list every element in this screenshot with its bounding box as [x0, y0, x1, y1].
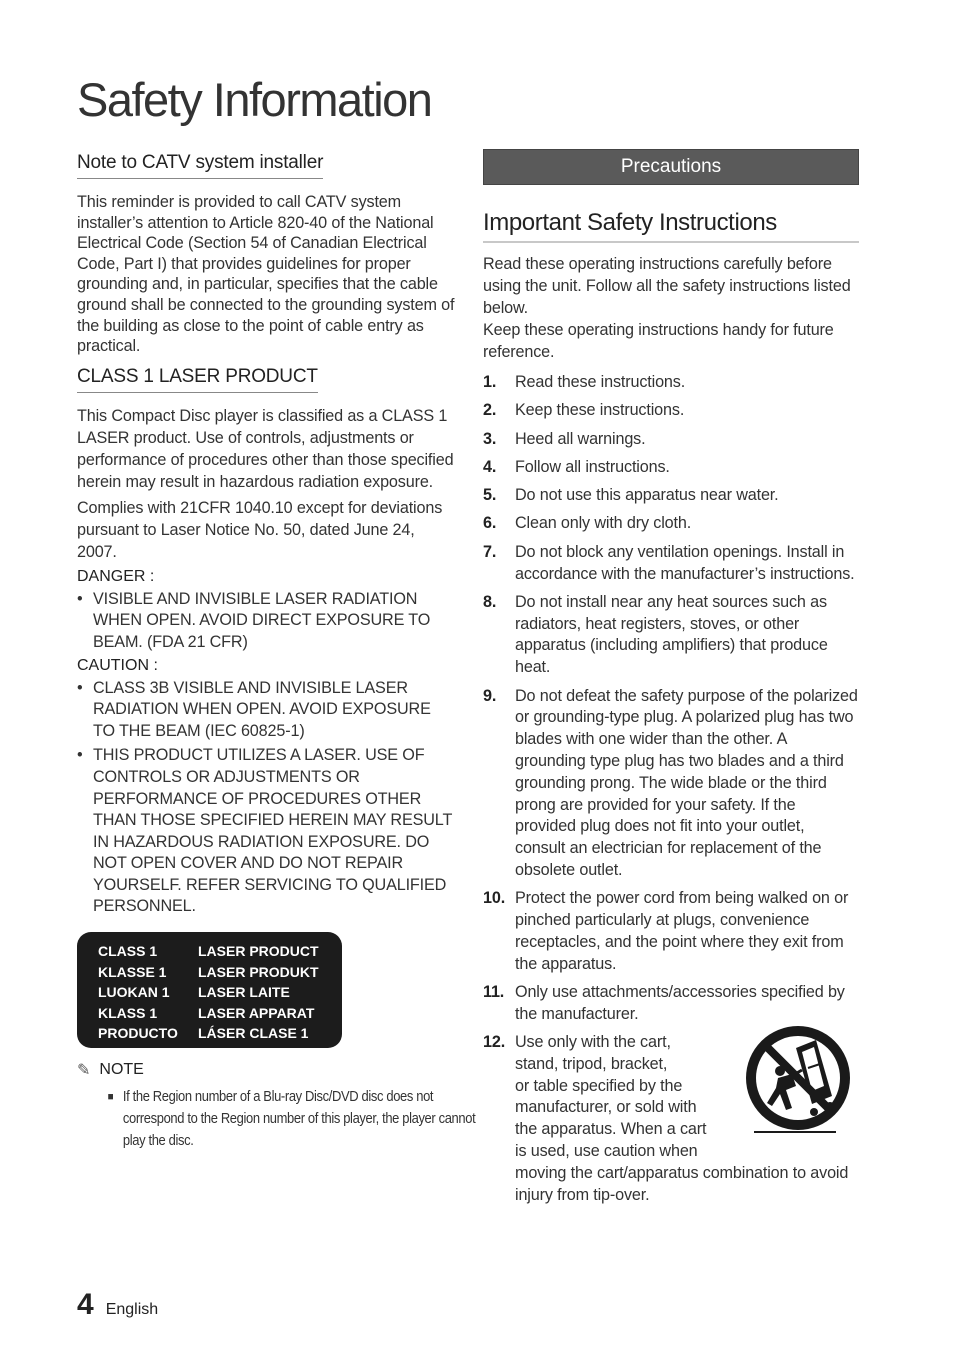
list-item: 5. Do not use this apparatus near water. — [483, 486, 779, 505]
bullet-icon: • — [77, 678, 83, 697]
item12-line: Use only with the cart, — [515, 1033, 671, 1052]
laser-heading: CLASS 1 LASER PRODUCT — [77, 366, 318, 393]
list-item: 9. Do not defeat the safety purpose of the polarized or grounding-type plug. A polarized plug has two blades with one wider than the other. A grounding type plug has two blades and a third grounding prong. The wide blade or the third prong are provided for your safety. If the provided plug does not fit into your outlet, consult an electrician for replacement of the obsolete outlet. — [483, 686, 858, 879]
caution-list — [77, 678, 455, 919]
instruction-list — [483, 372, 859, 1206]
list-item: 7. Do not block any ventilation openings. Install in accordance with the manufacturer’s instructions. — [483, 542, 855, 583]
danger-label: DANGER : — [77, 567, 155, 585]
list-item: 8. Do not install near any heat sources such as radiators, heat registers, stoves, or other apparatus (including amplifiers) that produce heat. — [483, 592, 828, 677]
precautions-banner: Precautions — [483, 149, 859, 185]
catv-section — [77, 152, 455, 357]
danger-list — [77, 589, 455, 654]
item12-line: the apparatus. When a cart — [515, 1120, 707, 1139]
laser-label-row: LUOKAN 1 LASER LAITE — [98, 984, 290, 1001]
catv-heading: Note to CATV system installer — [77, 152, 323, 179]
list-item: 1. Read these instructions. — [483, 373, 686, 391]
laser-label-row: PRODUCTO LÁSER CLASE 1 — [98, 1025, 309, 1042]
item12-tail: moving the cart/apparatus combination to avoid injury from tip-over. — [515, 1163, 849, 1204]
list-item: 4. Follow all instructions. — [483, 457, 670, 476]
right-column — [483, 149, 859, 1206]
pencil-icon: ✎ — [77, 1062, 91, 1080]
note-item: ■ If the Region number of a Blu-ray Disc/DVD disc does not correspond to the Region number of this player, the player cannot play the disc. — [77, 1086, 483, 1152]
square-bullet-icon: ■ — [107, 1091, 114, 1104]
caution-label: CAUTION : — [77, 656, 158, 674]
laser-label-row: CLASS 1 LASER PRODUCT — [98, 943, 319, 960]
left-column — [77, 152, 476, 1152]
catv-body: This reminder is provided to call CATV system installer’s attention to Article 820-40 of the National Electrical Code (Section 54 of Canadian Electrical Code, Part I) that provides guidelines for proper grounding and, in particular, specifies that the cable ground shall be connected to the grounding system of the building as close to the point of cable entry as practical. — [77, 193, 455, 356]
bullet-icon: • — [77, 589, 83, 608]
item12-line: manufacturer, or sold with — [515, 1098, 697, 1117]
danger-item: • VISIBLE AND INVISIBLE LASER RADIATION WHEN OPEN. AVOID DIRECT EXPOSURE TO BEAM. (FDA 21 CFR) — [77, 589, 431, 651]
laser-label-row: KLASS 1 LASER APPARAT — [98, 1004, 315, 1021]
intro-paragraph-1: Read these operating instructions carefully before using the unit. Follow all the safety instructions listed below. — [483, 255, 851, 317]
laser-label-row: KLASSE 1 LASER PRODUKT — [98, 963, 319, 980]
laser-body-2: Complies with 21CFR 1040.10 except for deviations pursuant to Laser Notice No. 50, dated June 24, 2007. — [77, 498, 443, 561]
footer-language: English — [105, 1301, 159, 1318]
caution-item: • THIS PRODUCT UTILIZES A LASER. USE OF CONTROLS OR ADJUSTMENTS OR PERFORMANCE OF PROCEDURES OTHER THAN THOSE SPECIFIED HEREIN MAY RESULT IN HAZARDOUS RADIATION EXPOSURE. DO NOT OPEN COVER AND DO NOT REPAIR YOURSELF. REFER SERVICING TO QUALIFIED PERSONNEL. — [77, 746, 452, 916]
page-number: 4 — [77, 1288, 94, 1321]
note-label: NOTE — [99, 1061, 144, 1079]
list-item: 12. Use only with the cart, stand, tripod, bracket, or table specified by the manufacturer, or sold with the apparatus. When a cart is used, use caution when moving the cart/apparatus combination to avoid injury from tip-over. — [483, 1032, 859, 1206]
list-item: 3. Heed all warnings. — [483, 429, 646, 448]
list-item: 2. Keep these instructions. — [483, 401, 685, 420]
caution-item: • CLASS 3B VISIBLE AND INVISIBLE LASER RADIATION WHEN OPEN. AVOID EXPOSURE TO THE BEAM (IEC 60825-1) — [77, 678, 431, 740]
page-title: Safety Information — [77, 73, 432, 126]
item12-line: or table specified by the — [515, 1076, 683, 1095]
page-footer — [77, 1288, 158, 1322]
laser-section — [77, 365, 476, 1152]
laser-class-label — [77, 932, 342, 1048]
bullet-icon: • — [77, 746, 83, 765]
note-header — [77, 1060, 455, 1080]
cart-tip-over-warning-icon — [740, 1026, 856, 1138]
list-item: 11. Only use attachments/accessories specified by the manufacturer. — [483, 982, 845, 1023]
laser-body-1: This Compact Disc player is classified as a CLASS 1 LASER product. Use of controls, adjustments or performance of procedures other than those specified herein may result in hazardous radiation exposure. — [77, 406, 454, 491]
item12-line: stand, tripod, bracket, — [515, 1054, 668, 1073]
item12-line: is used, use caution when — [515, 1142, 698, 1160]
intro-paragraph-2: Keep these operating instructions handy for future reference. — [483, 321, 834, 361]
list-item: 6. Clean only with dry cloth. — [483, 514, 692, 533]
list-item: 10. Protect the power cord from being walked on or pinched particularly at plugs, convenience receptacles, and the point where they exit from the apparatus. — [483, 889, 849, 973]
safety-instructions-heading: Important Safety Instructions — [483, 209, 859, 243]
